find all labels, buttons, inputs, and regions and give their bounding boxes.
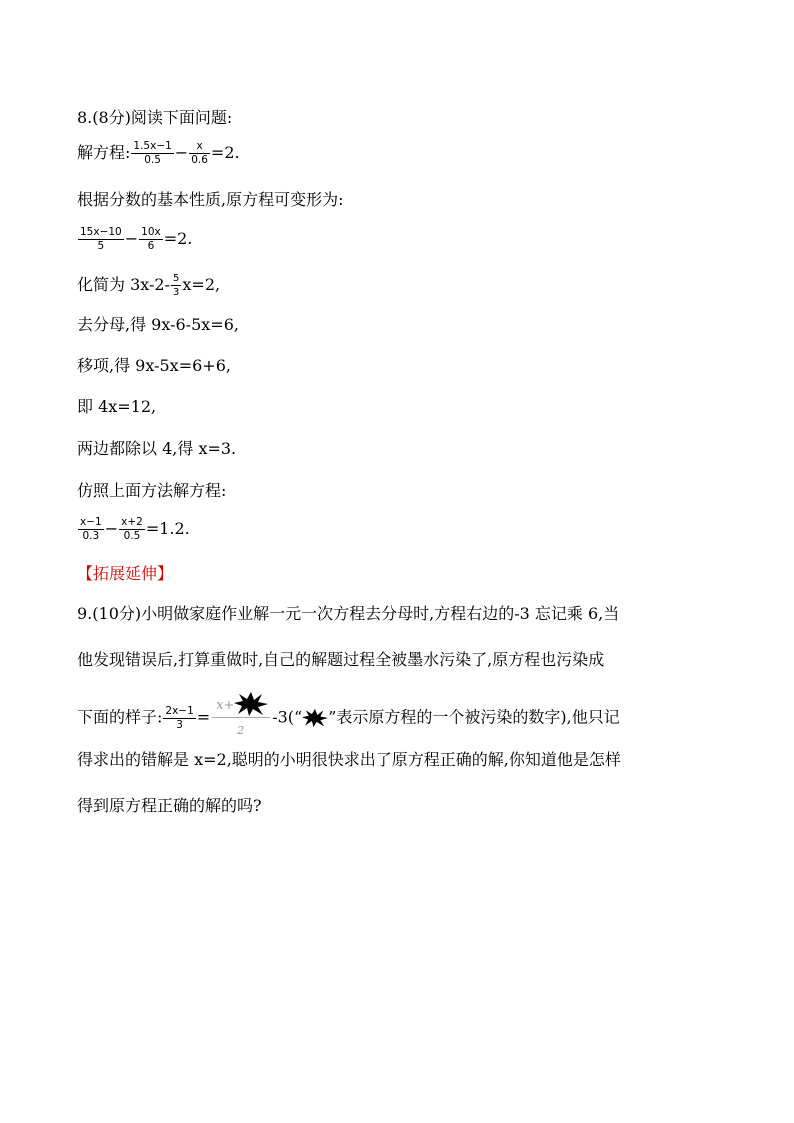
denominator: 2 (237, 724, 245, 737)
section-title: 【拓展延伸】 (77, 564, 174, 583)
denominator: 6 (147, 240, 155, 252)
denominator: 0.5 (144, 154, 161, 166)
ink-blot-icon (234, 692, 268, 716)
transpose-step: 移项,得 9x-5x=6+6, (77, 356, 231, 375)
minus-three: -3 (272, 707, 288, 727)
q8-header: 8.(8分)阅读下面问题: (77, 108, 233, 127)
numerator: x+2 (121, 516, 143, 528)
q8-equation-2 (77, 226, 192, 253)
numerator: 2x−1 (165, 704, 194, 717)
numerator: 1.5x−1 (133, 140, 172, 152)
fraction (119, 516, 145, 543)
line3-prefix: 下面的样子: (77, 707, 163, 727)
minus-sign: − (124, 229, 139, 248)
numerator: 10x (141, 226, 161, 238)
solve-label: 解方程: (77, 143, 131, 162)
denominator: 3 (173, 287, 180, 298)
minus-sign: − (104, 519, 119, 538)
q9-line-5: 得到原方程正确的解的吗? (77, 796, 262, 815)
q8-equation-1 (77, 140, 240, 167)
that-is-step: 即 4x=12, (77, 397, 157, 416)
fraction (171, 272, 181, 299)
simplify-prefix: 化简为 3x-2- (77, 275, 171, 294)
q9-line-2: 他发现错误后,打算重做时,自己的解题过程全被墨水污染了,原方程也污染成 (77, 650, 605, 669)
denominator-step: 去分母,得 9x-6-5x=6, (77, 315, 239, 334)
rhs: =2. (163, 229, 193, 248)
numerator: 5 (173, 273, 180, 284)
q9-line-3 (77, 696, 620, 740)
simplify-suffix: x=2, (182, 275, 221, 294)
numerator: x (189, 140, 210, 154)
fraction-bar (212, 717, 270, 718)
line3-suffix: ”表示原方程的一个被污染的数字),他只记 (328, 707, 620, 727)
ink-blot-icon (302, 707, 328, 729)
minus-sign: − (174, 143, 189, 162)
numerator: 15x−10 (80, 226, 122, 238)
denominator: 0.3 (82, 530, 100, 542)
q8-equation-3 (77, 516, 190, 543)
fraction (139, 226, 163, 253)
q9-line-4: 得求出的错解是 x=2,聪明的小明很快求出了原方程正确的解,你知道他是怎样 (77, 750, 621, 769)
rhs: =1.2. (145, 519, 190, 538)
numerator: x−1 (80, 516, 102, 528)
denominator: 5 (97, 240, 105, 252)
numerator-prefix: x+ (216, 698, 235, 713)
denominator: 3 (176, 718, 183, 731)
equals-sign: = (196, 707, 211, 727)
fraction (78, 226, 124, 253)
q9-line-1: 9.(10分)小明做家庭作业解一元一次方程去分母时,方程右边的-3 忘记乘 6,当 (77, 604, 620, 623)
fraction (163, 705, 195, 732)
smudged-fraction (212, 696, 270, 740)
simplify-step (77, 272, 220, 299)
fraction (189, 140, 210, 167)
denominator: 0.6 (191, 154, 208, 166)
quote-open: (“ (287, 707, 303, 727)
fraction (78, 516, 104, 543)
basic-property-text: 根据分数的基本性质,原方程可变形为: (77, 190, 344, 209)
rhs: =2. (210, 143, 240, 162)
imitate-text: 仿照上面方法解方程: (77, 481, 227, 500)
divide-step: 两边都除以 4,得 x=3. (77, 439, 237, 458)
denominator: 0.5 (123, 530, 141, 542)
fraction (131, 140, 173, 167)
